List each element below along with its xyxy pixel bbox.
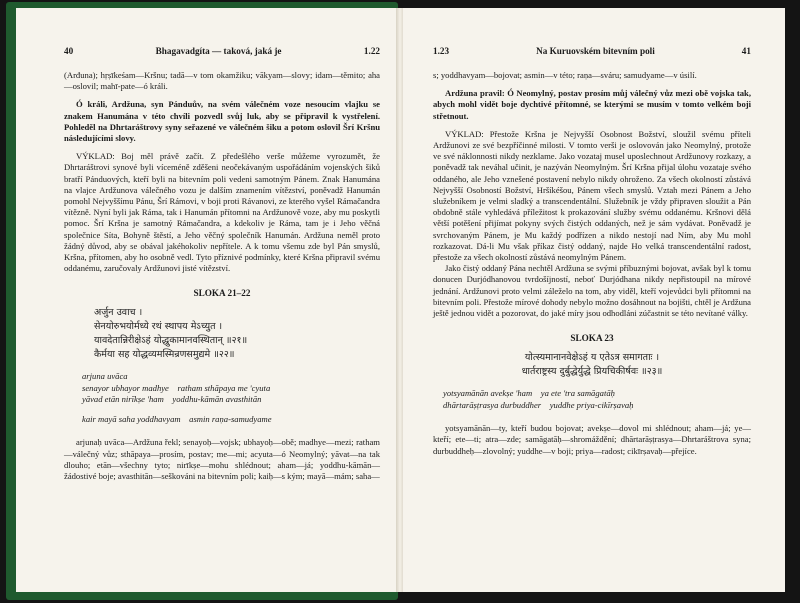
running-title: Bhagavadgíta — taková, jaká je: [155, 46, 282, 56]
word-meanings: yotsyamānān—ty, kteří budou bojovat; avekṣe—dovol mi shlédnout; aham—já; ye—kteří; ete—ti; atra—zde; samāgatāḥ—shromáždění; dhārtarāṣṭrasya—Dhrtaráštrova syna; durbuddheḥ—zlovolný; yuddhe—v boji; priya—radost; cikīrṣavaḥ—přejíce.: [433, 423, 751, 456]
devanagari-line: धार्तराष्ट्रस्य दुर्बुद्धेर्युद्धे प्रियचिकीर्षवः ॥२३॥: [521, 366, 663, 378]
transliteration-line: yāvad etān nirīkṣe 'ham yoddhu-kāmān avasthitān: [82, 394, 262, 405]
sloka-heading: SLOKA 21–22: [193, 288, 251, 299]
translation: Ardžuna pravil: Ó Neomylný, postav prosím můj válečný vůz mezi obě vojska tak, abych mohl vidět boje dychtivé přítomné, se kterými se musím v tomto velkém boji střetnout.: [433, 88, 751, 121]
transliteration-line: dhārtarāṣṭrasya durbuddher yuddhe priya-cikīrṣavaḥ: [443, 399, 634, 410]
word-meanings: arjunaḥ uvāca—Ardžuna řekl; senayoḥ—vojsk; ubhayoḥ—obě; madhye—mezi; ratham—válečný vůz; sthāpaya—prosím, postav; me—mi; acyuta—ó Neomylný; yāvat—na tak dlouho; etān—všechny tyto; nirīkṣe—mohu shlédnout; aham—já; yoddhu-kāmān—žádostivé boje; avasthitān—seškováni na bitevním poli; kaiḥ—s kým; mayā—mám; saha—: [64, 437, 380, 482]
right-page-header: [433, 46, 751, 56]
purport: VÝKLAD: Boj měl právě začít. Z předešlého verše můžeme vyrozumět, že Dhrtaráštrovi synové byli víceméně zděšeni neočekávaným uspořádáním vojenských šiků bratří Pánduových, kteří byli na bitevním poli vedeni samotným Pánem. Znak Hanumána na vlajce Ardžunova válečného vozu je dalším znamením vítězství, poněvadž Hanumán pomohl Nejvyššímu Pánu, Šrí Rámovi, v boji proti Rávanovi, ze kterého vyšel Rámačandra vítězně. Nyní byli jak Ráma, tak i Hanumán přítomni na Ardžunově voze, aby mu poskytli pomoc. Šrí Kršna je samotný Rámačandra, a kdekoliv je Ráma, tam je i Jeho věčná společnice Síta, Bohyně štěstí, a Jeho věčný společník Hanumán. Ardžuna neměl proto žádný důvod, aby se obával jakéhokoliv nepřítele. A k tomu všemu zde byl Pán smyslů, Kršna, přítomen, aby ho osobně vedl. Tyto příznivé podmínky, které Kršna připravil svému oddanému, zaručovaly Ardžunovi jisté vítězství.: [64, 151, 380, 274]
running-title: Na Kuruovském bitevním poli: [536, 46, 655, 56]
transliteration-line: senayor ubhayor madhye ratham sthāpaya me 'cyuta: [82, 382, 271, 393]
left-page: [16, 8, 400, 592]
word-meanings: (Arđuna); hṛṣīkeśam—Kršnu; tadā—v tom okamžiku; vākyam—slovy; idam—těmito; aha—oslovil; mahī-pate—ó králi.: [64, 70, 380, 92]
transliteration-line: arjuna uvāca: [82, 371, 128, 382]
sloka-heading: SLOKA 23: [570, 333, 614, 344]
purport-continued: Jako čistý oddaný Pána nechtěl Ardžuna se svými příbuznými bojovat, avšak byl k tomu donucen Durjódhanovou tvrdošíjností, neboť Durjódhana nikdy nepřistoupil na mírové jednání. Ardžunovi proto velmi záleželo na tom, aby viděl, kteří vojevůdci byli přítomni na bitevním poli. Přestože mírové dohody nebylo možno dosáhnout na bojišti, chtěl je Ardžuna ještě jednou vidět a pozorovat, do jaké míry jsou odhodláni zúčastnit se této nevítané války.: [433, 263, 751, 319]
purport: VÝKLAD: Přestože Kršna je Nejvyšší Osobnost Božství, sloužil svému příteli Ardžunovi ze své bezpříčinné milosti. V tomto verši je oslovován jako Neomylný, protože ve své náklonnosti nikdy nezklame. Jako vozataj musel uposlechnout Ardžunovy rozkazy, a poněvadž tak neváhal učinit, je nazýván Neomylným. Šrí Kršna přijal úlohu vozataje svého oddaného, ale Jeho vznešené postavení nebylo nikdy ohroženo. Za všech okolností zůstává Nejvyšší Osobností Božství, Hršíkéšou, Pánem všech smyslů. Vztah mezi Pánem a Jeho služebníkem je velmi sladký a transcendentální. Služebník je vždy připraven sloužit a Pán obdobně stále vyhledává příležitost k prokazování služby svému oddanému. Kršnovi dělá větší potěšení přijímat pokyny svých čistých oddaných, než je sám vydávat. Poněvadž je svrchovaným Pánem, je Mu každý podřízen a nikdo nestojí nad Ním, aby Mu mohl rozkazovat. Dá-li Mu však příkaz čistý oddaný, najde Ho velká transcendentální radost, přestože za všech okolností zůstává neomylným Pánem.: [433, 128, 751, 263]
devanagari-line: अर्जुन उवाच ।: [94, 307, 143, 319]
word-meanings: s; yoddhavyam—bojovat; asmin—v této; raṇa—sváru; samudyame—v úsilí.: [433, 70, 697, 80]
transliteration: [433, 388, 751, 411]
devanagari-verse: [64, 306, 380, 362]
page-number: 40: [64, 46, 74, 56]
right-page: [403, 8, 785, 592]
transliteration: [64, 371, 380, 425]
devanagari-line: कैर्मया सह योद्धव्यमस्मिन्रणसमुद्यमे ॥२२॥: [94, 349, 235, 361]
chapter-reference: 1.23: [433, 46, 450, 56]
transliteration-line: kair mayā saha yoddhavyam asmin raṇa-samudyame: [82, 413, 272, 424]
translation: Ó králi, Ardžuna, syn Pánduův, na svém válečném voze nesoucím vlajku se znakem Hanumána v této chvíli pozvedl svůj luk, aby se připravil k vystřelení. Pohleděl na Dhrtaráštrovy syny seřazené ve válečném šiku a potom oslovil Šrí Kršnu následujícími slovy.: [64, 99, 380, 144]
chapter-reference: 1.22: [363, 46, 380, 56]
devanagari-line: सेनयोरुभयोर्मध्ये रथं स्थापय मेऽच्युत ।: [94, 321, 223, 333]
left-page-header: [64, 46, 380, 56]
transliteration-line: yotsyamānān avekṣe 'ham ya ete 'tra samāgatāḥ: [443, 388, 615, 399]
page-number: 41: [741, 46, 751, 56]
devanagari-line: यावदेतान्निरीक्षेऽहं योद्धुकामानवस्थितान् ॥२१॥: [94, 335, 248, 347]
devanagari-line: योत्स्यमानानवेक्षेऽहं य एतेऽत्र समागताः ।: [524, 352, 660, 364]
transliteration-spacer: [82, 406, 380, 414]
devanagari-verse: [433, 351, 751, 379]
